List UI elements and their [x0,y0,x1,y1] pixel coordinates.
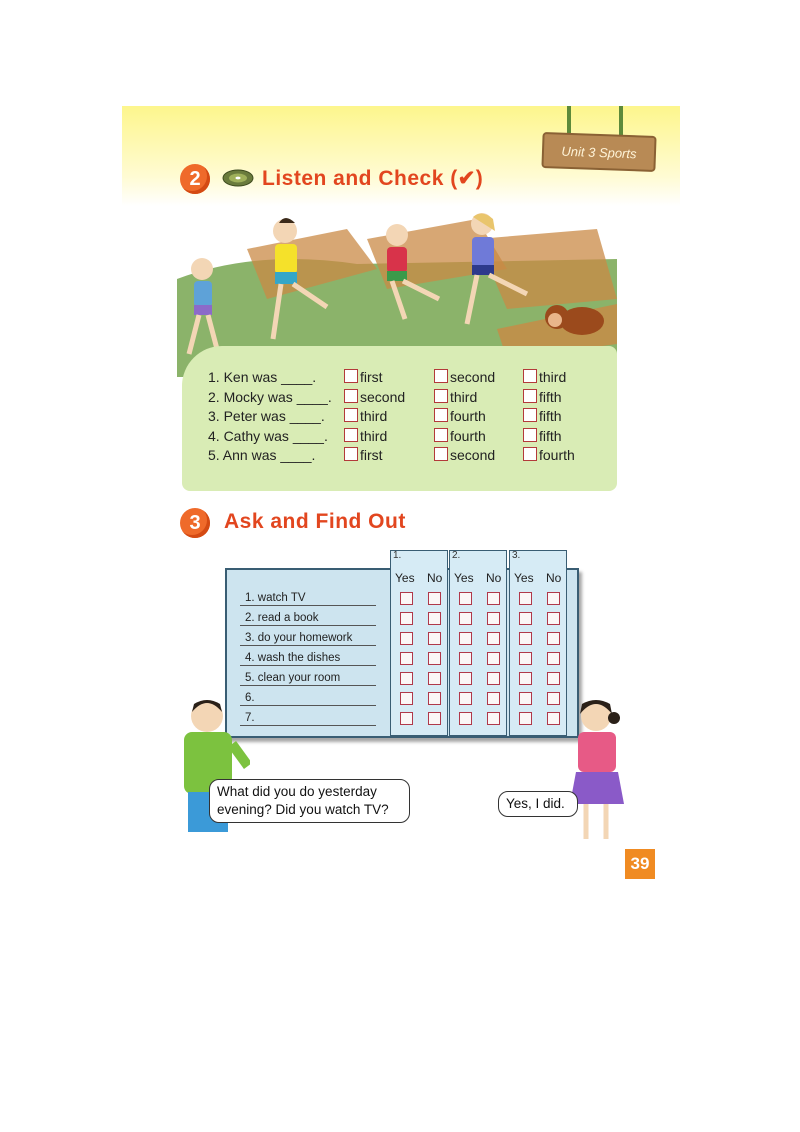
speech-bubble-girl: Yes, I did. [498,791,578,817]
section2-title: Listen and Check (✔) [262,167,484,190]
checkbox[interactable] [344,447,358,461]
checkbox[interactable] [344,369,358,383]
option-checkbox[interactable]: third [434,389,477,405]
question-row: 4. Cathy was ____. third fourth fifth [208,427,562,444]
option-checkbox[interactable]: fifth [523,408,562,424]
activity-line: 1. watch TV [240,586,376,606]
sign-post-right [619,106,623,136]
sign-post-left [567,106,571,136]
no-checkbox[interactable] [547,612,560,625]
yes-checkbox[interactable] [459,672,472,685]
checkbox[interactable] [434,369,448,383]
no-checkbox[interactable] [547,692,560,705]
activity-line: 5. clean your room [240,666,376,686]
column-name-field[interactable]: 2. [452,550,461,561]
question-row: 2. Mocky was ____. second third fifth [208,388,562,405]
option-checkbox[interactable]: third [523,369,566,385]
no-checkbox[interactable] [547,672,560,685]
section3-title: Ask and Find Out [224,510,406,533]
checkbox[interactable] [434,447,448,461]
checkbox[interactable] [523,428,537,442]
no-checkbox[interactable] [487,612,500,625]
checkbox[interactable] [434,389,448,403]
checkbox[interactable] [434,408,448,422]
cd-icon [222,168,254,188]
no-checkbox[interactable] [428,692,441,705]
no-checkbox[interactable] [428,712,441,725]
no-checkbox[interactable] [428,612,441,625]
yes-checkbox[interactable] [459,652,472,665]
checkbox[interactable] [344,428,358,442]
survey-column-3: 3. Yes No [509,550,567,736]
checkbox[interactable] [344,408,358,422]
yes-checkbox[interactable] [400,712,413,725]
checkbox[interactable] [434,428,448,442]
yes-checkbox[interactable] [400,672,413,685]
no-checkbox[interactable] [428,652,441,665]
option-checkbox[interactable]: first [344,369,383,385]
no-checkbox[interactable] [487,652,500,665]
option-checkbox[interactable]: fourth [434,428,486,444]
yes-checkbox[interactable] [519,672,532,685]
activity-line: 4. wash the dishes [240,646,376,666]
section2-number-badge: 2 [180,164,210,194]
yes-checkbox[interactable] [459,712,472,725]
question-row: 1. Ken was ____. first second third [208,369,567,385]
yes-checkbox[interactable] [519,712,532,725]
checkbox[interactable] [523,369,537,383]
checkbox[interactable] [523,408,537,422]
no-checkbox[interactable] [547,592,560,605]
column-name-field[interactable]: 1. [393,550,402,561]
option-checkbox[interactable]: third [344,408,387,424]
no-checkbox[interactable] [428,632,441,645]
option-checkbox[interactable]: second [434,369,495,385]
survey-column-1: 1. Yes No [390,550,448,736]
option-checkbox[interactable]: fifth [523,428,562,444]
yes-checkbox[interactable] [519,592,532,605]
yes-checkbox[interactable] [519,692,532,705]
no-checkbox[interactable] [547,712,560,725]
unit-sign: Unit 3 Sports [541,132,656,172]
girl-illustration [562,694,634,844]
column-name-field[interactable]: 3. [512,550,521,561]
yes-checkbox[interactable] [400,692,413,705]
activity-line: 2. read a book [240,606,376,626]
page-number: 39 [625,849,655,879]
speech-bubble-boy: What did you do yesterday evening? Did you watch TV? [209,779,410,823]
section3-number-badge: 3 [180,508,210,538]
no-checkbox[interactable] [428,592,441,605]
textbook-page [122,106,680,888]
option-checkbox[interactable]: fourth [434,408,486,424]
yes-checkbox[interactable] [400,632,413,645]
no-checkbox[interactable] [547,652,560,665]
yes-checkbox[interactable] [400,612,413,625]
no-checkbox[interactable] [547,632,560,645]
survey-column-2: 2. Yes No [449,550,507,736]
yes-checkbox[interactable] [400,652,413,665]
question-row: 3. Peter was ____. third fourth fifth [208,408,562,425]
no-checkbox[interactable] [487,672,500,685]
yes-checkbox[interactable] [459,612,472,625]
question-list [208,368,608,466]
option-checkbox[interactable]: second [344,389,405,405]
no-checkbox[interactable] [428,672,441,685]
question-row: 5. Ann was ____. first second fourth [208,447,575,464]
option-checkbox[interactable]: third [344,428,387,444]
no-checkbox[interactable] [487,712,500,725]
no-checkbox[interactable] [487,692,500,705]
option-checkbox[interactable]: second [434,447,495,463]
activity-line-blank[interactable]: 7. [240,706,376,726]
checkbox[interactable] [523,447,537,461]
option-checkbox[interactable]: first [344,447,383,463]
activity-line-blank[interactable]: 6. [240,686,376,706]
yes-checkbox[interactable] [400,592,413,605]
option-checkbox[interactable]: fifth [523,389,562,405]
yes-checkbox[interactable] [459,692,472,705]
yes-checkbox[interactable] [519,652,532,665]
activity-line: 3. do your homework [240,626,376,646]
no-checkbox[interactable] [487,632,500,645]
yes-checkbox[interactable] [459,632,472,645]
yes-checkbox[interactable] [459,592,472,605]
option-checkbox[interactable]: fourth [523,447,575,463]
yes-checkbox[interactable] [519,632,532,645]
yes-checkbox[interactable] [519,612,532,625]
no-checkbox[interactable] [487,592,500,605]
checkbox[interactable] [344,389,358,403]
checkbox[interactable] [523,389,537,403]
